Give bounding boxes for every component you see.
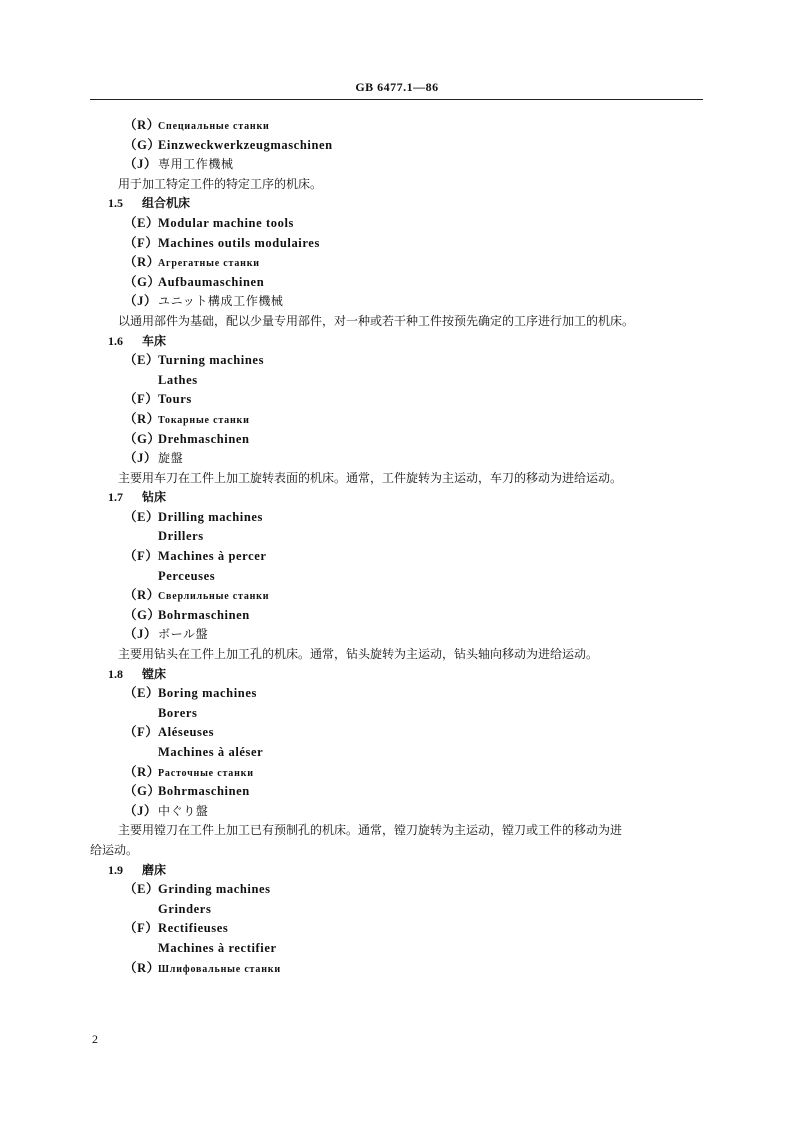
section-title: 磨床 [142,862,167,877]
language-code: （G） [124,607,161,622]
term-line [90,430,703,450]
language-code: （J） [124,451,158,466]
definition-text: 用于加工特定工件的特定工序的机床。 [118,176,323,191]
definition-text: 以通用部件为基础，配以少量专用部件，对一种或若干种工件按预先确定的工序进行加工的机床。 [118,313,635,328]
term-line [90,723,703,743]
term-line [90,292,703,312]
term-line [90,116,703,136]
language-code: （R） [124,118,160,132]
term-text: Rectifieuses [158,921,229,936]
definition-text: 主要用车刀在工件上加工旋转表面的机床。通常，工件旋转为主运动，车刀的移动为进给运动。 [118,470,623,485]
term-continuation: Borers [158,705,198,720]
term-line [90,880,703,900]
term-line [90,763,703,783]
section-heading [90,665,703,685]
section-number: 1.8 [108,666,123,681]
language-code: （E） [124,215,160,230]
term-text: ボール盤 [158,627,209,642]
term-text: 中ぐり盤 [158,803,209,818]
language-code: （E） [124,509,160,524]
term-text: Aufbaumaschinen [158,274,265,289]
language-code: （J） [124,627,158,642]
section-heading [90,861,703,881]
section-heading [90,488,703,508]
term-text: Расточные станки [158,767,254,779]
language-code: （J） [124,157,158,172]
term-line [90,234,703,254]
section-heading [90,332,703,352]
document-body [90,116,703,978]
language-code: （F） [124,725,159,740]
language-code: （F） [124,549,159,564]
term-line [90,351,703,371]
page-number: 2 [92,1032,98,1046]
term-continuation: Machines à aléser [158,745,264,759]
header-rule [90,99,703,100]
section-number: 1.9 [108,862,123,877]
term-line [90,802,703,822]
definition-text: 主要用钻头在工件上加工孔的机床。通常，钻头旋转为主运动，钻头轴向移动为进给运动。 [118,647,599,662]
term-text: Bohrmaschinen [158,784,250,799]
term-text: Шлифовальные станки [158,963,281,975]
language-code: （J） [124,294,158,309]
term-line [90,273,703,293]
term-text: Агрегатные станки [158,258,260,270]
language-code: （E） [124,353,160,368]
language-code: （G） [124,431,161,446]
language-code: （G） [124,274,161,289]
language-code: （F） [124,392,159,407]
term-line [90,508,703,528]
term-text: Machines outils modulaires [158,235,320,250]
language-code: （G） [124,137,161,152]
term-line [90,625,703,645]
section-number: 1.6 [108,333,123,348]
term-line [90,449,703,469]
term-text: Сверлильные станки [158,591,270,603]
term-text: Tours [158,392,192,407]
language-code: （R） [124,764,160,779]
term-text: Bohrmaschinen [158,607,250,622]
standard-header: GB 6477.1—86 [355,80,439,94]
section-number: 1.7 [108,490,123,505]
section-title: 组合机床 [142,196,191,211]
term-continuation: Grinders [158,901,212,916]
term-continuation: Machines à rectifier [158,940,277,955]
term-line [90,684,703,704]
term-text: Специальные станки [158,121,270,132]
definition-text: 主要用镗刀在工件上加工已有预制孔的机床。通常，镗刀旋转为主运动，镗刀或工件的移动为进 [118,823,623,838]
term-text: 旋盤 [158,451,184,466]
language-code: （R） [124,411,160,426]
term-line [90,155,703,175]
section-number: 1.5 [108,196,123,211]
term-line [90,253,703,273]
term-text: Turning machines [158,353,265,368]
language-code: （R） [124,960,160,975]
term-continuation: Perceuses [158,568,216,583]
term-line [90,547,703,567]
term-text: Aléseuses [158,725,215,740]
term-line [90,410,703,430]
term-text: Drilling machines [158,509,263,524]
term-line [90,214,703,234]
language-code: （J） [124,803,158,818]
term-line [90,136,703,156]
term-text: Einzweckwerkzeugmaschinen [158,137,333,152]
language-code: （F） [124,235,159,250]
term-text: Modular machine tools [158,215,294,230]
term-text: Grinding machines [158,882,271,897]
language-code: （R） [124,255,160,270]
language-code: （F） [124,921,159,936]
language-code: （R） [124,588,160,603]
definition-continuation: 给运动。 [90,842,139,857]
language-code: （E） [124,882,160,897]
term-text: ユニット構成工作機械 [158,294,284,309]
section-heading [90,194,703,214]
term-line [90,919,703,939]
section-title: 车床 [142,333,167,348]
section-title: 镗床 [142,666,167,681]
term-line [90,586,703,606]
term-continuation: Drillers [158,529,204,544]
term-line [90,959,703,979]
term-text: 専用工作機械 [158,157,234,172]
term-text: Drehmaschinen [158,431,250,446]
language-code: （E） [124,686,160,701]
term-continuation: Lathes [158,372,198,387]
term-text: Токарные станки [158,414,250,426]
term-text: Boring machines [158,686,257,701]
section-title: 钻床 [142,490,167,505]
term-text: Machines à percer [158,549,267,564]
language-code: （G） [124,784,161,799]
term-line [90,606,703,626]
term-line [90,782,703,802]
term-line [90,390,703,410]
